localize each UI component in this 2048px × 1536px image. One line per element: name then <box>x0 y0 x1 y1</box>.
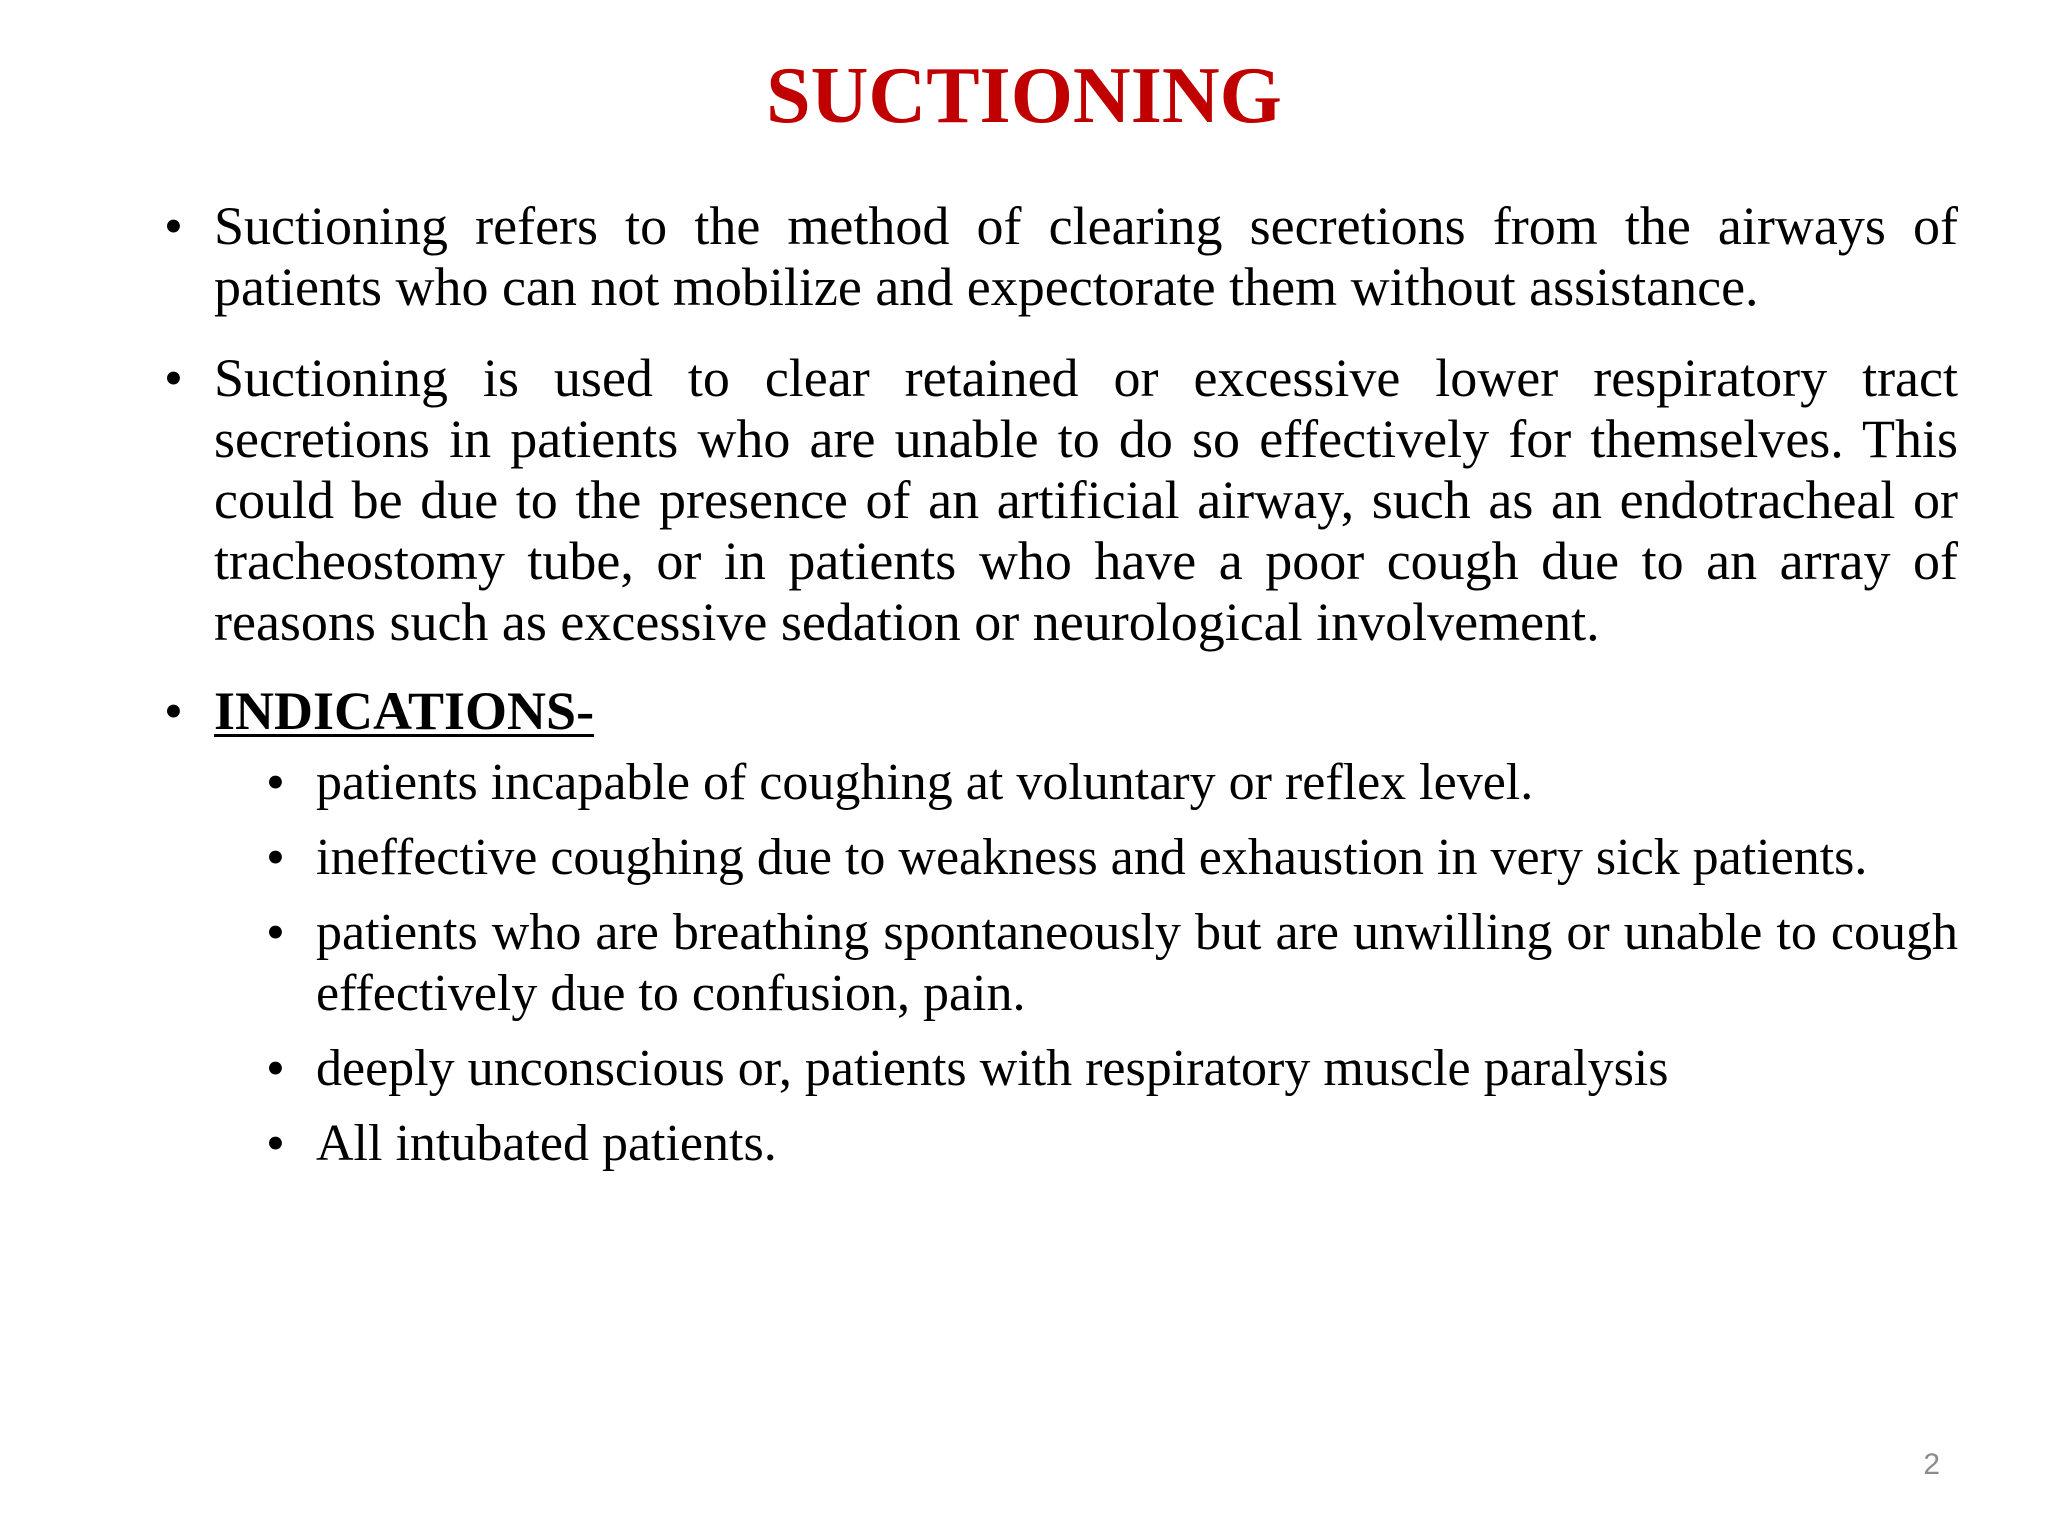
bullet-icon: • <box>266 827 285 887</box>
indications-heading-item <box>158 681 1958 742</box>
indication-text: patients who are breathing spontaneously but are unwilling or unable to cough effectively due to confusion, pain. <box>316 904 1958 1022</box>
slide-body <box>158 196 1958 1174</box>
bullet-icon: • <box>266 1038 285 1098</box>
indication-text: All intubated patients. <box>316 1115 777 1172</box>
bullet-icon: • <box>164 681 183 741</box>
bullet-text: Suctioning is used to clear retained or excessive lower respiratory tract secretions in patients who are unable to do so effectively for themselves. This could be due to the presence of an artificial airway, such as an endotracheal or tracheostomy tube, or in patients who have a poor cough due to an array of reasons such as excessive sedation or neurological involvement. <box>214 348 1958 652</box>
indications-heading: INDICATIONS- <box>214 681 595 741</box>
bullet-icon: • <box>266 752 285 812</box>
bullet-item <box>158 196 1958 318</box>
indication-text: patients incapable of coughing at voluntary or reflex level. <box>316 754 1534 811</box>
indication-text: ineffective coughing due to weakness and exhaustion in very sick patients. <box>316 829 1868 886</box>
bullet-text: Suctioning refers to the method of clearing secretions from the airways of patients who can not mobilize and expectorate them without assistance. <box>214 196 1958 317</box>
indication-item <box>158 902 1958 1024</box>
bullet-item <box>158 348 1958 653</box>
indication-text: deeply unconscious or, patients with respiratory muscle paralysis <box>316 1040 1669 1097</box>
indication-item <box>158 752 1958 813</box>
indication-item <box>158 827 1958 888</box>
bullet-icon: • <box>164 348 183 408</box>
bullet-icon: • <box>266 902 285 962</box>
indication-item <box>158 1038 1958 1099</box>
bullet-icon: • <box>164 196 183 256</box>
bullet-icon: • <box>266 1113 285 1173</box>
page-number: 2 <box>1923 1448 1940 1481</box>
slide-title: SUCTIONING <box>766 52 1282 140</box>
indication-item <box>158 1113 1958 1174</box>
